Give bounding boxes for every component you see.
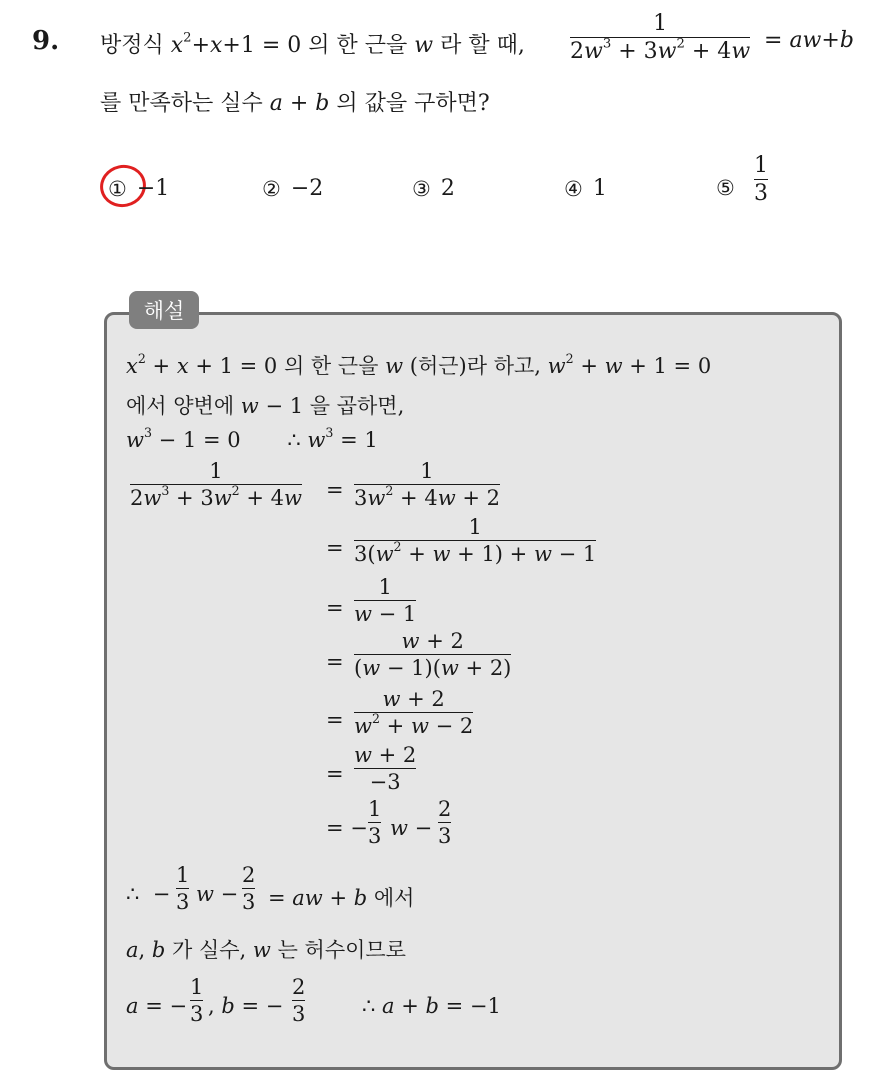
step1-rhs-fraction — [354, 460, 500, 509]
choice-4-value: 1 — [592, 176, 607, 201]
choice-3-marker: ③ — [412, 176, 431, 201]
choice-5[interactable] — [716, 176, 735, 200]
step2-eq: = — [326, 536, 344, 560]
step4-den: (w − 1)(w + 2) — [354, 656, 512, 681]
solution-label: 해설 — [129, 291, 199, 329]
choice-2-value: −2 — [290, 176, 324, 201]
step1-lhs-fraction — [130, 460, 302, 509]
solution-line1: $x^2 + x + 1 = 0$ 의 한 근을 w (허근)라 하고, $w^2 + w + 1 = 0$ — [126, 350, 712, 378]
choice-5-fraction — [754, 154, 768, 205]
step6-fraction — [354, 744, 416, 793]
choice-5-numerator: 1 — [754, 153, 768, 178]
step2-num: 1 — [468, 515, 482, 539]
therefore-rhs: = aw + b 에서 — [268, 886, 415, 910]
therefore-lhs: ∴ − — [126, 882, 171, 906]
solution-line3: $w^3 - 1 = 0$ ∴ $w^3 = 1$ — [126, 424, 378, 452]
step6-eq: = — [326, 762, 344, 786]
answer-a: a = − — [126, 994, 188, 1018]
step3-den: w − 1 — [354, 602, 417, 627]
step2-den: $3(w^2 + w + 1) + w - 1$ — [354, 538, 597, 567]
question-rhs: = aw+b — [764, 28, 854, 53]
step4-fraction — [354, 630, 511, 679]
choice-1[interactable] — [108, 176, 169, 201]
answer-a-frac: 1 3 — [190, 975, 204, 1027]
solution-real-line: a, b 가 실수, w 는 허수이므로 — [126, 938, 406, 962]
final-answer: ∴ a + b = −1 — [362, 994, 501, 1018]
step7-frac1: 1 3 — [368, 797, 382, 849]
step1-rhs-num: 1 — [420, 459, 434, 483]
choice-2-marker: ② — [262, 176, 281, 201]
step1-lhs-den: $2w^3 + 3w^2 + 4w$ — [130, 482, 302, 511]
choice-2[interactable] — [262, 176, 323, 201]
step4-eq: = — [326, 650, 344, 674]
choice-4[interactable] — [564, 176, 607, 201]
choice-1-marker: ① — [108, 176, 127, 201]
step1-lhs-num: 1 — [209, 459, 223, 483]
solution-line2: 에서 양변에 w − 1 을 곱하면, — [126, 394, 405, 418]
step5-num: w + 2 — [382, 687, 445, 711]
step7-mid: w − — [390, 816, 433, 840]
therefore-frac2: 2 3 — [242, 863, 256, 915]
step5-eq: = — [326, 708, 344, 732]
answer-b: , b = − — [208, 994, 284, 1018]
step3-num: 1 — [378, 575, 392, 599]
question-number: 9. — [32, 26, 60, 56]
step3-fraction — [354, 576, 416, 625]
question-fraction-denominator: $2w^3 + 3w^2 + 4w$ — [570, 36, 751, 65]
question-text-line2: 를 만족하는 실수 a + b 의 값을 구하면? — [100, 91, 490, 116]
choice-3-value: 2 — [440, 176, 455, 201]
step5-den: $w^2 + w - 2$ — [354, 710, 474, 739]
question-fraction — [570, 12, 750, 63]
step2-fraction — [354, 516, 596, 565]
therefore-mid: w − — [196, 882, 239, 906]
step6-num: w + 2 — [354, 743, 417, 767]
step7-eq: = − — [326, 816, 368, 840]
choice-5-denominator: 3 — [754, 181, 768, 207]
step1-rhs-den: $3w^2 + 4w + 2$ — [354, 482, 500, 511]
choice-3[interactable] — [412, 176, 455, 201]
question-fraction-numerator: 1 — [653, 11, 668, 36]
choice-4-marker: ④ — [564, 176, 583, 201]
step5-fraction — [354, 688, 473, 737]
step4-num: w + 2 — [401, 629, 464, 653]
step7-frac2: 2 3 — [438, 797, 452, 849]
therefore-frac1: 1 3 — [176, 863, 190, 915]
answer-b-frac: 2 3 — [292, 975, 306, 1027]
question-text-line1: 방정식 $x^2+x+1 = 0$ 의 한 근을 w 라 할 때, — [100, 30, 525, 58]
choice-1-value: −1 — [136, 176, 170, 201]
step3-eq: = — [326, 596, 344, 620]
step6-den: −3 — [369, 770, 401, 795]
choice-5-marker: ⑤ — [716, 176, 735, 200]
step1-eq: = — [326, 478, 344, 502]
